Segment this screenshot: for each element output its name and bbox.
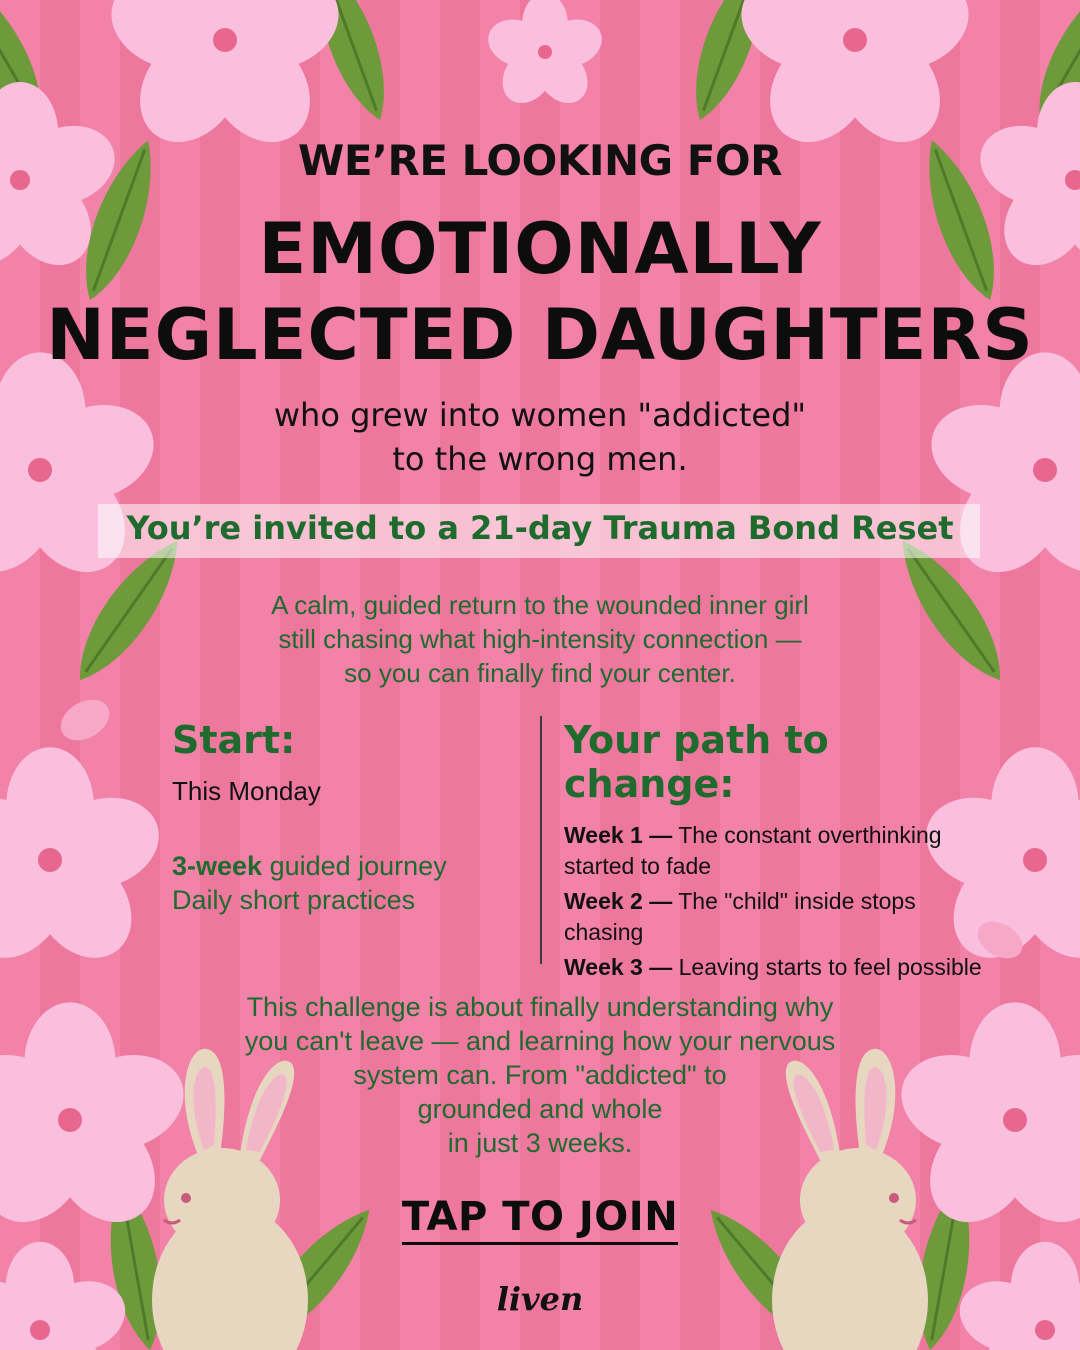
- closing-line-4: grounded and whole: [417, 1094, 663, 1124]
- journey-label: guided journey: [262, 851, 447, 881]
- description-line-3: so you can finally find your center.: [344, 658, 736, 688]
- start-column: [172, 718, 522, 917]
- path-column: [564, 718, 984, 987]
- week-item: [564, 952, 984, 983]
- week-text: The "child" inside stops chasing: [564, 888, 916, 945]
- subheadline-line-1: who grew into women "addicted": [273, 396, 807, 434]
- tap-to-join-link[interactable]: TAP TO JOIN: [402, 1194, 678, 1245]
- headline-line-2: NEGLECTED DAUGHTERS: [46, 294, 1034, 376]
- closing-line-1: This challenge is about finally understanding why: [246, 992, 834, 1022]
- week-text: Leaving starts to feel possible: [672, 954, 982, 980]
- start-date: This Monday: [172, 776, 321, 806]
- cta-container: [0, 1194, 1080, 1240]
- week-label: Week 2 —: [564, 888, 673, 914]
- closing-text: [0, 990, 1080, 1160]
- description-line-1: A calm, guided return to the wounded inner girl: [271, 590, 809, 620]
- practices-label: Daily short practices: [172, 885, 416, 915]
- subheadline-line-2: to the wrong men.: [392, 440, 688, 478]
- week-label: Week 1 —: [564, 822, 673, 848]
- week-label: Week 3 —: [564, 954, 673, 980]
- brand-logo: liven: [496, 1280, 584, 1318]
- headline: [0, 206, 1080, 378]
- journey-duration: 3-week: [172, 851, 263, 881]
- start-title: Start:: [172, 718, 296, 762]
- week-text: The constant overthinking started to fade: [564, 822, 942, 879]
- invite-text: You’re invited to a 21-day Trauma Bond Reset: [126, 509, 954, 547]
- description-line-2: still chasing what high-intensity connection —: [278, 624, 802, 654]
- program-details: [172, 849, 522, 917]
- week-item: [564, 820, 984, 882]
- week-item: [564, 886, 984, 948]
- column-divider: [540, 716, 542, 964]
- closing-line-3: system can. From "addicted" to: [353, 1060, 727, 1090]
- eyebrow-text: WE’RE LOOKING FOR: [298, 136, 782, 185]
- closing-line-5: in just 3 weeks.: [447, 1128, 633, 1158]
- path-title: Your path to change:: [564, 718, 829, 806]
- closing-line-2: you can't leave — and learning how your nervous: [244, 1026, 836, 1056]
- description: [0, 588, 1080, 690]
- headline-line-1: EMOTIONALLY: [258, 208, 822, 290]
- subheadline: [0, 393, 1080, 481]
